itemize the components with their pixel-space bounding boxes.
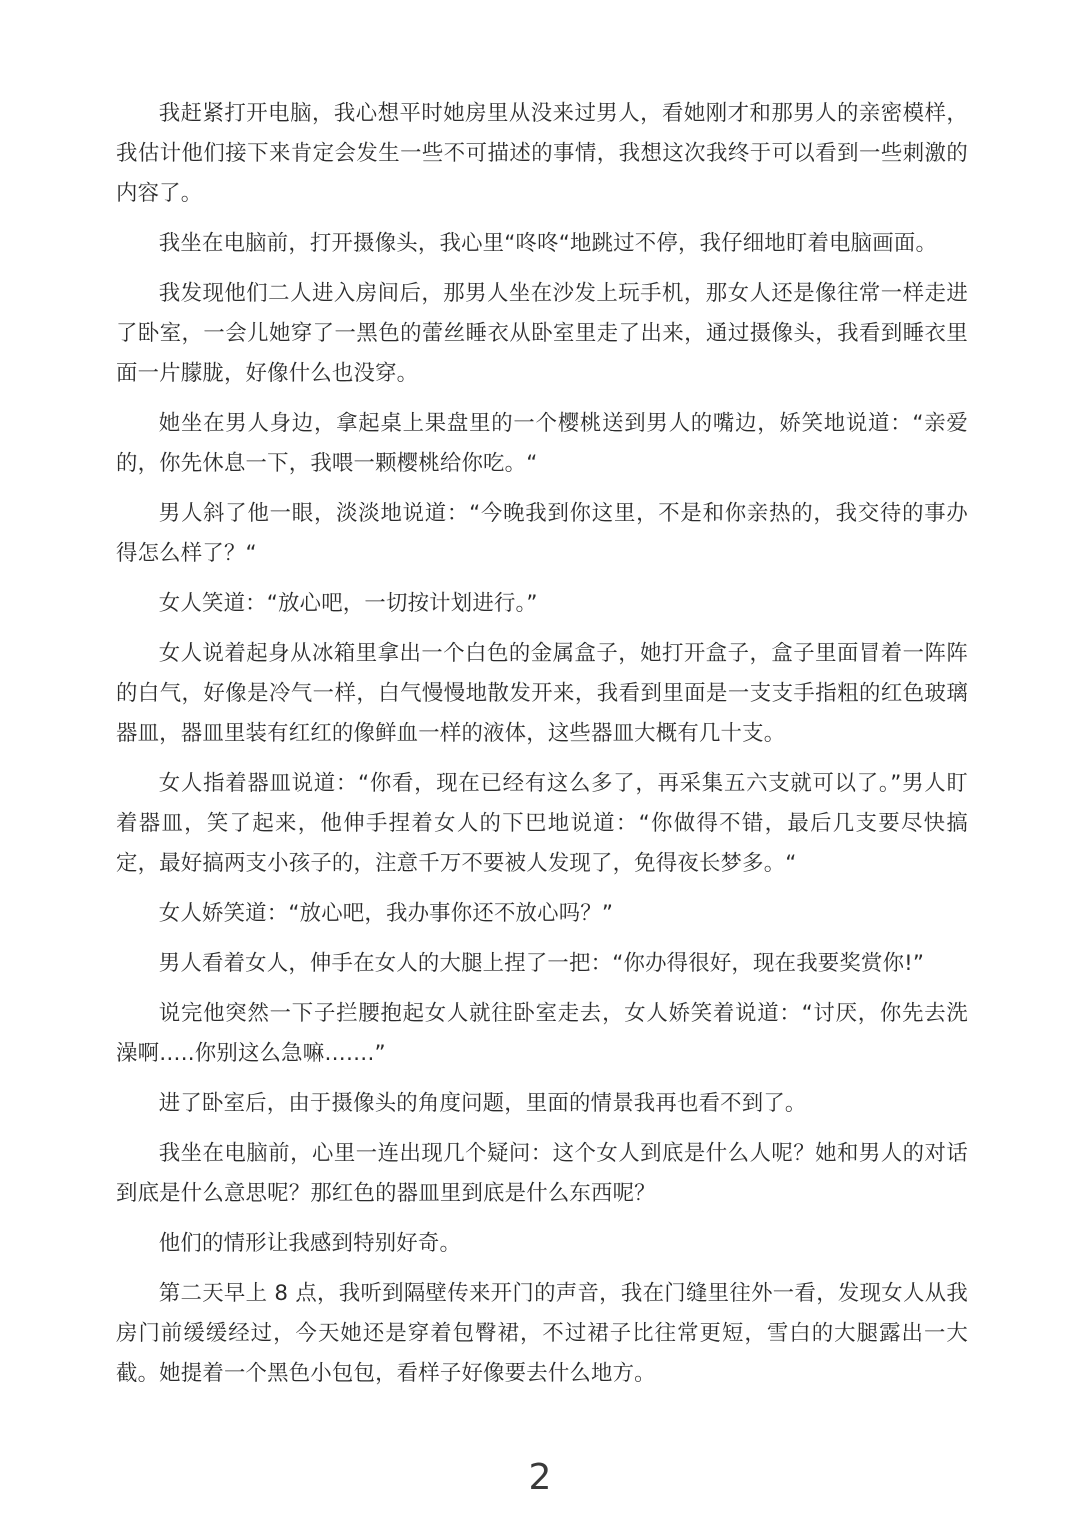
paragraph: 女人说着起身从冰箱里拿出一个白色的金属盒子，她打开盒子，盒子里面冒着一阵阵的白气，好像是冷气一样，白气慢慢地散发开来，我看到里面是一支支手指粗的红色玻璃器皿，器皿里装有红红的像鲜血一样的液体，这些器皿大概有几十支。 (116, 641, 968, 746)
paragraph: 我坐在电脑前，打开摄像头，我心里“咚咚“地跳过不停，我仔细地盯着电脑画面。 (158, 231, 938, 256)
paragraph: 我坐在电脑前，心里一连出现几个疑问：这个女人到底是什么人呢？她和男人的对话到底是什么意思呢？那红色的器皿里到底是什么东西呢？ (116, 1141, 968, 1206)
paragraph: 进了卧室后，由于摄像头的角度问题，里面的情景我再也看不到了。 (158, 1091, 807, 1116)
paragraph: 男人看着女人，伸手在女人的大腿上捏了一把：“你办得很好，现在我要奖赏你!” (158, 951, 925, 976)
page-number: 2 (528, 1457, 552, 1498)
paragraph: 男人斜了他一眼，淡淡地说道：“今晚我到你这里，不是和你亲热的，我交待的事办得怎么样了？“ (116, 501, 968, 566)
paragraph: 说完他突然一下子拦腰抱起女人就往卧室走去，女人娇笑着说道：“讨厌，你先去洗澡啊…..你别这么急嘛…….” (116, 1001, 968, 1066)
paragraph: 第二天早上 8 点，我听到隔壁传来开门的声音，我在门缝里往外一看，发现女人从我房门前缓缓经过，今天她还是穿着包臀裙，不过裙子比往常更短，雪白的大腿露出一大截。她提着一个黑色小包包，看样子好像要去什么地方。 (116, 1281, 968, 1386)
paragraph: 我发现他们二人进入房间后，那男人坐在沙发上玩手机，那女人还是像往常一样走进了卧室，一会儿她穿了一黑色的蕾丝睡衣从卧室里走了出来，通过摄像头，我看到睡衣里面一片朦胧，好像什么也没穿。 (116, 281, 968, 386)
body-text (116, 94, 968, 1404)
paragraph: 我赶紧打开电脑，我心想平时她房里从没来过男人，看她刚才和那男人的亲密模样，我估计他们接下来肯定会发生一些不可描述的事情，我想这次我终于可以看到一些刺激的内容了。 (116, 101, 968, 206)
paragraph: 她坐在男人身边，拿起桌上果盘里的一个樱桃送到男人的嘴边，娇笑地说道：“亲爱的，你先休息一下，我喂一颗樱桃给你吃。“ (116, 411, 968, 476)
paragraph: 女人指着器皿说道：“你看，现在已经有这么多了，再采集五六支就可以了。”男人盯着器皿，笑了起来，他伸手捏着女人的下巴地说道：“你做得不错，最后几支要尽快搞定，最好搞两支小孩子的，注意千万不要被人发现了，免得夜长梦多。“ (116, 771, 968, 876)
paragraph: 他们的情形让我感到特别好奇。 (158, 1231, 462, 1256)
paragraph: 女人娇笑道：“放心吧，我办事你还不放心吗？” (158, 901, 614, 926)
paragraph: 女人笑道：“放心吧，一切按计划进行。” (158, 591, 538, 616)
